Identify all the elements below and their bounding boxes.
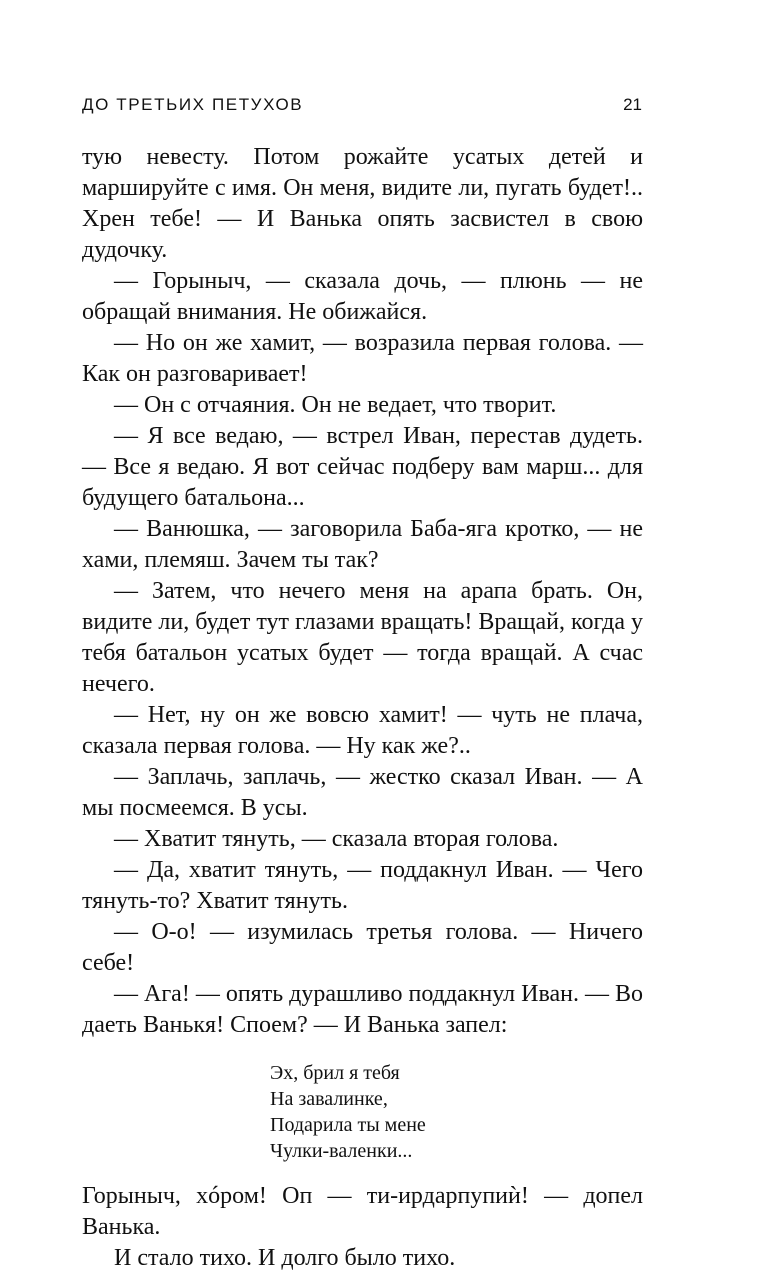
running-title: ДО ТРЕТЬИХ ПЕТУХОВ — [82, 95, 304, 114]
paragraph: — Нет, ну он же вовсю хамит! — чуть не плача, сказала первая голова. — Ну как же?.. — [82, 702, 643, 759]
paragraph: — О-о! — изумилась третья голова. — Ничего себе! — [82, 919, 643, 976]
paragraph: — Он с отчаяния. Он не ведает, что творит. — [114, 392, 557, 418]
body-text — [82, 142, 643, 1274]
paragraph: — Я все ведаю, — встрел Иван, перестав дудеть. — Все я ведаю. Я вот сейчас подберу вам марш... для будущего батальона... — [82, 423, 643, 511]
paragraph: — Затем, что нечего меня на арапа брать. Он, видите ли, будет тут глазами вращать! Вращай, когда у тебя батальон усатых будет — тогда вращай. А счас нечего. — [82, 578, 643, 697]
paragraph: — Заплачь, заплачь, — жестко сказал Иван. — А мы посмеемся. В усы. — [82, 764, 643, 821]
paragraph: — Но он же хамит, — возразила первая голова. — Как он разговаривает! — [82, 330, 643, 387]
paragraph: — Ага! — опять дурашливо поддакнул Иван. — Во даеть Ванькя! Споем? — И Ванька запел: — [82, 981, 643, 1038]
paragraph: тую невесту. Потом рожайте усатых детей и маршируйте с имя. Он меня, видите ли, пугать будет!.. Хрен тебе! — И Ванька опять засвистел в свою дудочку. — [82, 144, 643, 263]
verse-line: На завалинке, — [270, 1088, 388, 1110]
paragraph: — Горыныч, — сказала дочь, — плюнь — не обращай внимания. Не обижайся. — [82, 268, 643, 325]
verse-line: Чулки-валенки... — [270, 1140, 413, 1162]
verse-line: Подарила ты мене — [270, 1114, 426, 1136]
paragraph: — Ванюшка, — заговорила Баба-яга кротко, — не хами, племяш. Зачем ты так? — [82, 516, 643, 573]
paragraph: — Хватит тянуть, — сказала вторая голова. — [114, 826, 559, 852]
paragraph: Горыныч, хóром! Оп — ти-ирдарпупиѝ! — допел Ванька. — [82, 1183, 643, 1240]
page-number: 21 — [623, 95, 642, 114]
paragraph: И стало тихо. И долго было тихо. — [114, 1245, 456, 1271]
paragraph: — Да, хватит тянуть, — поддакнул Иван. — Чего тянуть-то? Хватит тянуть. — [82, 857, 643, 914]
verse-line: Эх, брил я тебя — [270, 1062, 400, 1084]
song-verse — [270, 1060, 643, 1164]
